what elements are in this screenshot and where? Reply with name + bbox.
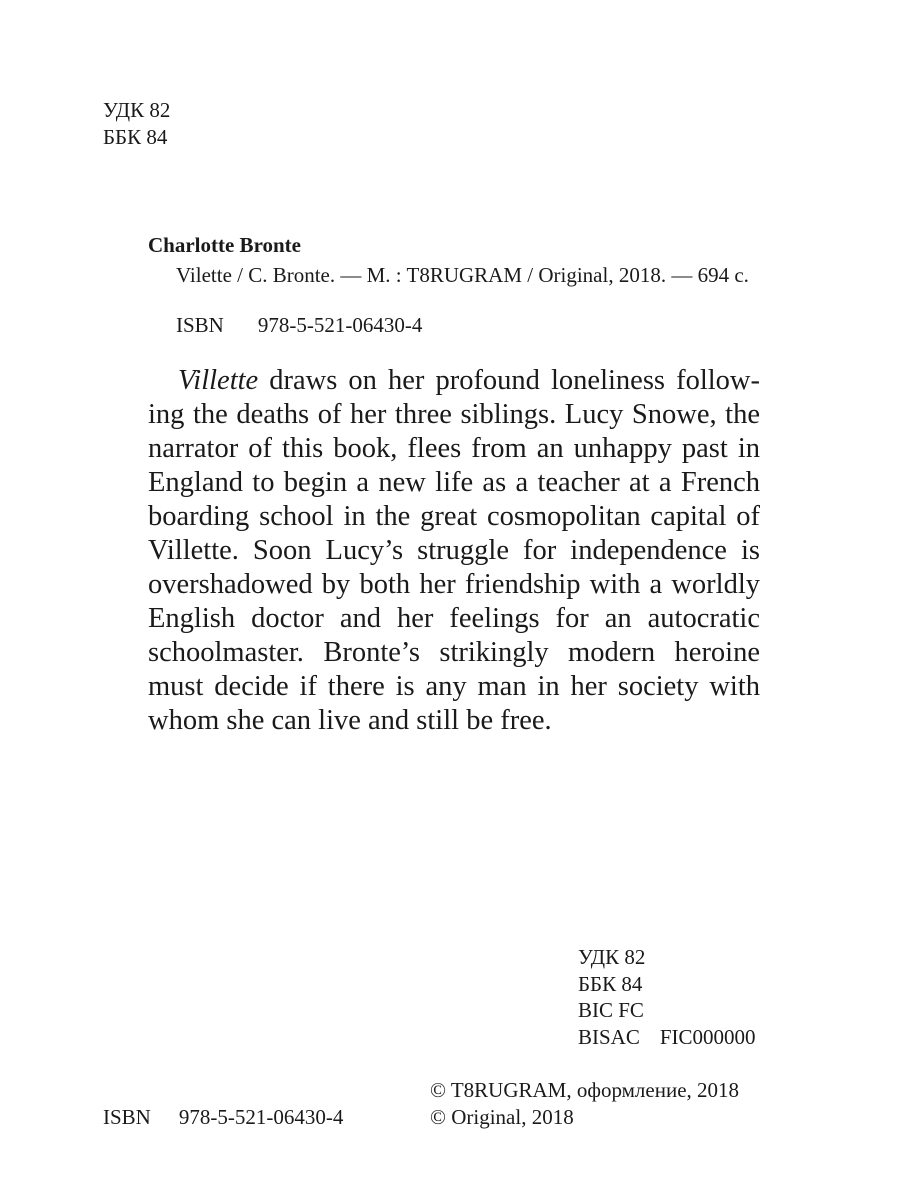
bbk-code-bottom: ББК 84 <box>578 971 643 996</box>
udk-code: УДК 82 <box>103 98 171 122</box>
copyright-line-publisher: © T8RUGRAM, оформление, 2018 <box>430 1078 740 1102</box>
copyright-line-original: © Original, 2018 <box>430 1105 574 1129</box>
bibliographic-record <box>148 230 788 340</box>
isbn-label: ISBN <box>176 313 224 337</box>
isbn-record <box>148 310 788 340</box>
isbn-bottom <box>103 1104 343 1131</box>
classification-codes <box>578 944 756 1050</box>
annotation-book-title: Villette <box>178 365 259 396</box>
isbn-bottom-number: 978-5-521-06430-4 <box>178 1105 344 1129</box>
isbn-number: 978-5-521-06430-4 <box>257 313 423 337</box>
bbk-code: ББК 84 <box>103 125 168 149</box>
isbn-bottom-label: ISBN <box>103 1105 151 1129</box>
copyright-block <box>430 1077 739 1131</box>
author-name: Charlotte Bronte <box>148 233 301 257</box>
bisac-code <box>578 1024 756 1051</box>
udk-code-bottom: УДК 82 <box>578 945 646 969</box>
annotation-text: draws on her profound loneliness following the deaths of her three siblings. Lucy Snowe, the narrator of this book, flees from an unhappy past in England to begin a new life as a teacher at a French boarding school in the great cosmopolitan capital of Villette. Soon Lucy’s struggle for independence is overshadowed by both her friendship with a worldly English doctor and her feelings for an autocratic schoolmaster. Bronte’s strikingly modern heroine must decide if there is any man in her society with whom she can live and still be free. <box>148 365 760 736</box>
classification-top <box>103 97 170 151</box>
bisac-value: FIC000000 <box>659 1024 756 1049</box>
bic-code: BIC FC <box>578 998 644 1022</box>
citation-line: Vilette / C. Bronte. — M. : T8RUGRAM / Original, 2018. — 694 с. <box>176 263 749 287</box>
bisac-label: BISAC <box>578 1024 640 1049</box>
annotation-paragraph <box>148 364 760 738</box>
